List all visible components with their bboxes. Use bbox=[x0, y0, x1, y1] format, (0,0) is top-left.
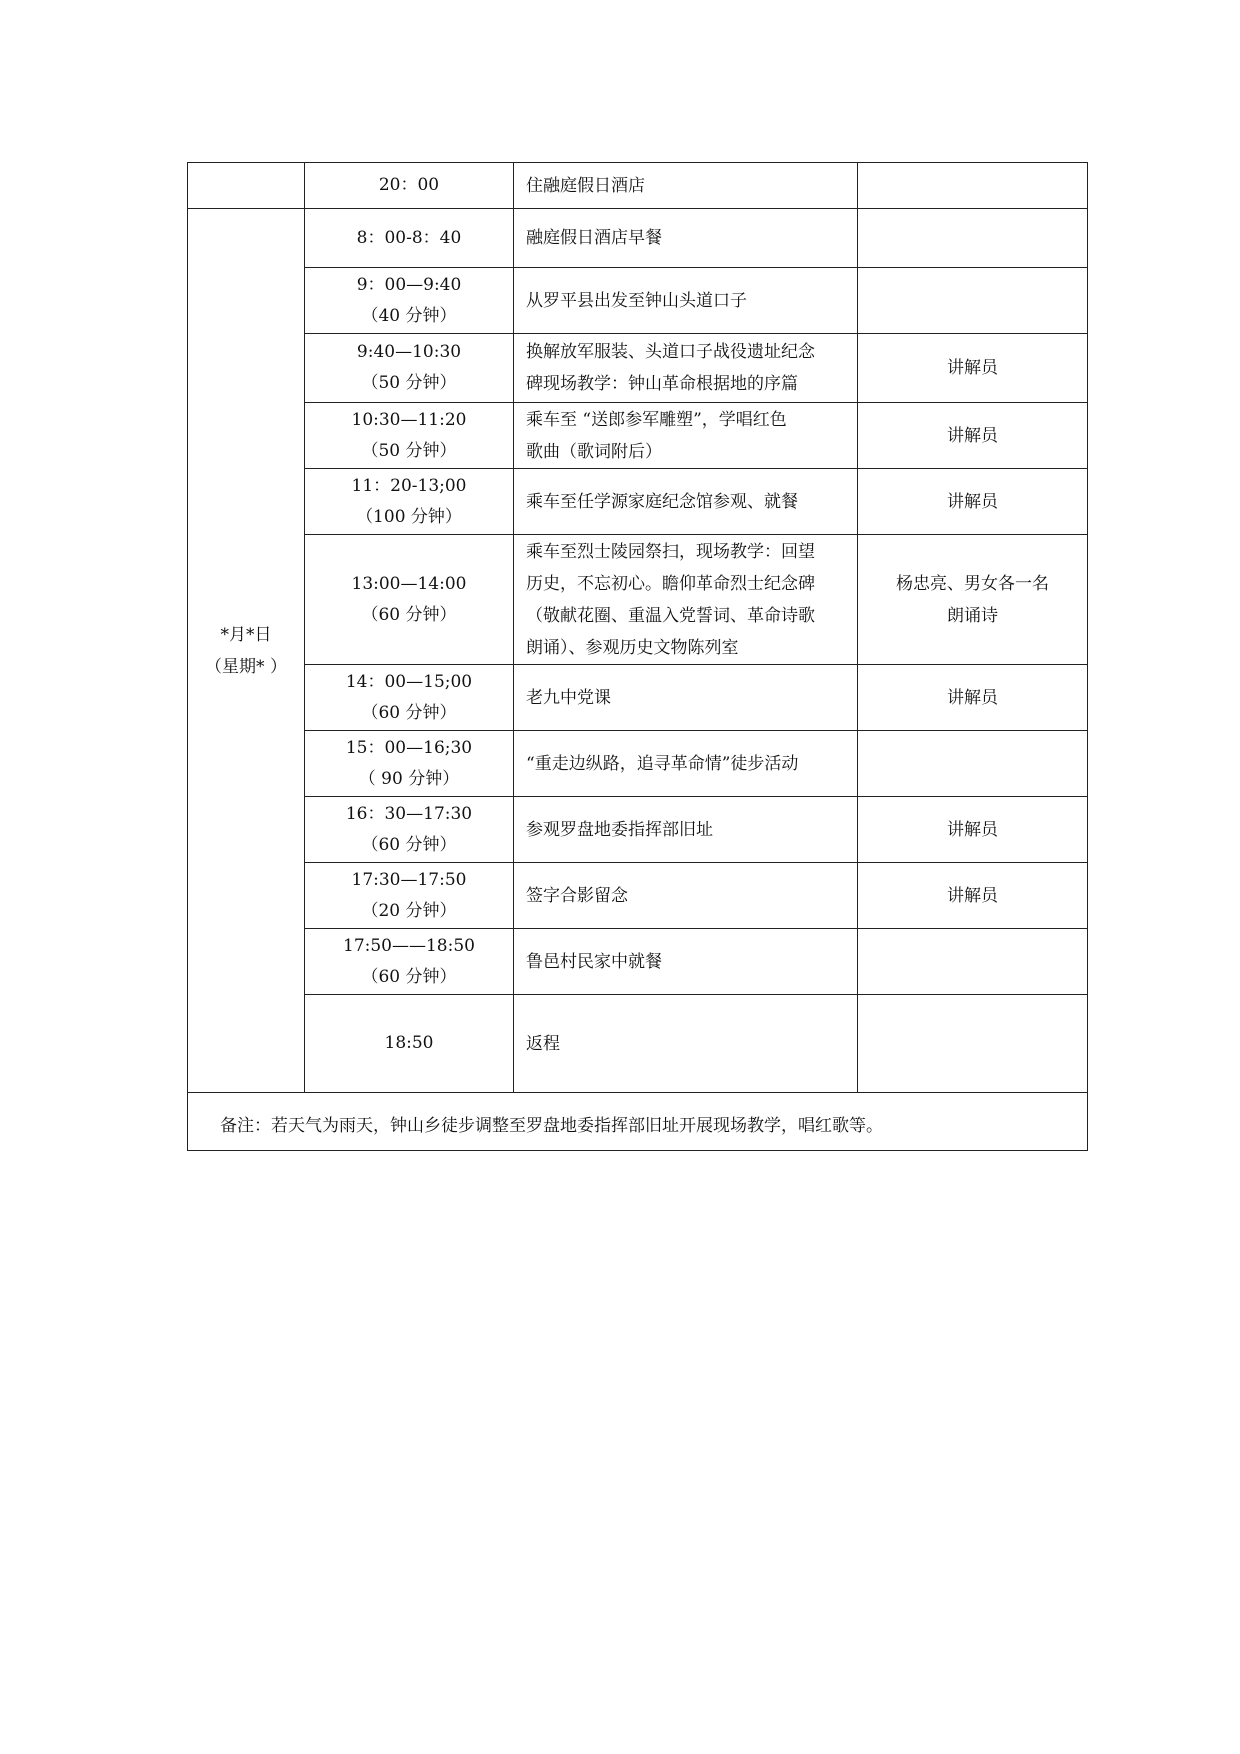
table-row bbox=[188, 403, 1088, 469]
time-line: （60 分钟） bbox=[361, 604, 457, 625]
time-line: （40 分钟） bbox=[361, 305, 457, 326]
time-line: （100 分钟） bbox=[356, 506, 462, 527]
note-cell bbox=[858, 268, 1088, 334]
time-cell bbox=[305, 469, 514, 535]
time-line: 9：00—9:40 bbox=[356, 274, 462, 295]
schedule-body bbox=[188, 163, 1088, 1151]
note-line: 讲解员 bbox=[947, 687, 998, 708]
table-row bbox=[188, 163, 1088, 209]
note-cell bbox=[858, 469, 1088, 535]
time-line: （20 分钟） bbox=[361, 900, 457, 921]
time-line: 10:30—11:20 bbox=[351, 409, 467, 430]
activity-cell bbox=[514, 469, 858, 535]
note-cell bbox=[858, 995, 1088, 1093]
activity-cell bbox=[514, 334, 858, 403]
activity-line: 返程 bbox=[526, 1033, 560, 1054]
activity-line: 住融庭假日酒店 bbox=[526, 175, 645, 196]
time-line: 14：00—15;00 bbox=[345, 671, 473, 692]
note-cell bbox=[858, 863, 1088, 929]
time-cell bbox=[305, 797, 514, 863]
activity-line: 歌曲（歌词附后） bbox=[526, 441, 662, 462]
date-cell bbox=[188, 209, 305, 1093]
remark-row bbox=[188, 1093, 1088, 1151]
time-line: （ 90 分钟） bbox=[358, 768, 460, 789]
note-line: 讲解员 bbox=[947, 491, 998, 512]
time-line: （60 分钟） bbox=[361, 834, 457, 855]
activity-line: 乘车至任学源家庭纪念馆参观、就餐 bbox=[526, 491, 798, 512]
activity-line: 乘车至烈士陵园祭扫，现场教学：回望 bbox=[526, 541, 815, 562]
time-line: 16：30—17:30 bbox=[345, 803, 473, 824]
activity-line: 参观罗盘地委指挥部旧址 bbox=[526, 819, 713, 840]
date-label: *月*日 bbox=[220, 624, 272, 645]
time-line: 18:50 bbox=[384, 1033, 434, 1053]
note-line: 杨忠亮、男女各一名 bbox=[896, 573, 1049, 594]
weekday-label: （星期* ） bbox=[205, 656, 287, 677]
time-cell bbox=[305, 995, 514, 1093]
note-cell bbox=[858, 731, 1088, 797]
activity-line: 换解放军服装、头道口子战役遗址纪念 bbox=[526, 342, 815, 362]
time-line: 13:00—14:00 bbox=[351, 573, 467, 594]
time-cell bbox=[305, 268, 514, 334]
table-row bbox=[188, 797, 1088, 863]
table-row bbox=[188, 863, 1088, 929]
note-cell bbox=[858, 929, 1088, 995]
note-cell bbox=[858, 334, 1088, 403]
note-cell bbox=[858, 535, 1088, 665]
time-line: （50 分钟） bbox=[361, 440, 457, 461]
table-row bbox=[188, 268, 1088, 334]
time-cell bbox=[305, 535, 514, 665]
note-line: 讲解员 bbox=[947, 819, 998, 840]
activity-line: 碑现场教学：钟山革命根据地的序篇 bbox=[526, 374, 798, 394]
table-row bbox=[188, 995, 1088, 1093]
note-cell bbox=[858, 665, 1088, 731]
activity-cell bbox=[514, 535, 858, 665]
activity-line: 从罗平县出发至钟山头道口子 bbox=[526, 290, 747, 311]
activity-cell bbox=[514, 209, 858, 268]
activity-line: 融庭假日酒店早餐 bbox=[526, 228, 662, 248]
time-cell bbox=[305, 209, 514, 268]
activity-cell bbox=[514, 929, 858, 995]
activity-line: 签字合影留念 bbox=[526, 885, 628, 906]
time-line: 17:30—17:50 bbox=[351, 869, 467, 890]
time-line: （50 分钟） bbox=[361, 373, 457, 393]
activity-line: 历史，不忘初心。瞻仰革命烈士纪念碑 bbox=[526, 573, 815, 594]
activity-cell bbox=[514, 665, 858, 731]
activity-line: 老九中党课 bbox=[526, 687, 611, 708]
remark-text: 备注：若天气为雨天，钟山乡徒步调整至罗盘地委指挥部旧址开展现场教学，唱红歌等。 bbox=[188, 1093, 1088, 1151]
activity-line: （敬献花圈、重温入党誓词、革命诗歌 bbox=[526, 605, 815, 626]
table-row bbox=[188, 535, 1088, 665]
table-row bbox=[188, 334, 1088, 403]
table-row bbox=[188, 731, 1088, 797]
note-cell bbox=[858, 163, 1088, 209]
note-line: 讲解员 bbox=[947, 425, 998, 446]
empty-date-cell bbox=[188, 163, 305, 209]
time-cell bbox=[305, 163, 514, 209]
activity-line: 鲁邑村民家中就餐 bbox=[526, 951, 662, 972]
activity-line: 朗诵）、参观历史文物陈列室 bbox=[526, 637, 739, 658]
activity-cell bbox=[514, 403, 858, 469]
time-cell bbox=[305, 929, 514, 995]
time-line: 8：00-8：40 bbox=[356, 227, 462, 248]
note-cell bbox=[858, 797, 1088, 863]
time-line: 20：00 bbox=[378, 175, 440, 195]
time-line: （60 分钟） bbox=[361, 702, 457, 723]
table-row bbox=[188, 469, 1088, 535]
time-line: 17:50——18:50 bbox=[343, 935, 475, 956]
activity-cell bbox=[514, 163, 858, 209]
note-line: 讲解员 bbox=[947, 358, 998, 378]
time-cell bbox=[305, 665, 514, 731]
note-cell bbox=[858, 403, 1088, 469]
schedule-table bbox=[187, 162, 1088, 1151]
table-row bbox=[188, 209, 1088, 268]
activity-cell bbox=[514, 797, 858, 863]
time-line: 9:40—10:30 bbox=[356, 342, 462, 362]
activity-line: “重走边纵路，追寻革命情”徒步活动 bbox=[526, 753, 799, 774]
activity-cell bbox=[514, 268, 858, 334]
activity-line: 乘车至 “送郎参军雕塑”，学唱红色 bbox=[526, 409, 787, 430]
table-row bbox=[188, 929, 1088, 995]
activity-cell bbox=[514, 863, 858, 929]
time-cell bbox=[305, 334, 514, 403]
time-line: 15：00—16;30 bbox=[345, 737, 473, 758]
table-row bbox=[188, 665, 1088, 731]
time-cell bbox=[305, 403, 514, 469]
time-line: 11：20-13;00 bbox=[351, 475, 467, 496]
note-line: 讲解员 bbox=[947, 885, 998, 906]
note-line: 朗诵诗 bbox=[947, 605, 998, 626]
activity-cell bbox=[514, 731, 858, 797]
activity-cell bbox=[514, 995, 858, 1093]
time-line: （60 分钟） bbox=[361, 966, 457, 987]
note-cell bbox=[858, 209, 1088, 268]
time-cell bbox=[305, 731, 514, 797]
time-cell bbox=[305, 863, 514, 929]
